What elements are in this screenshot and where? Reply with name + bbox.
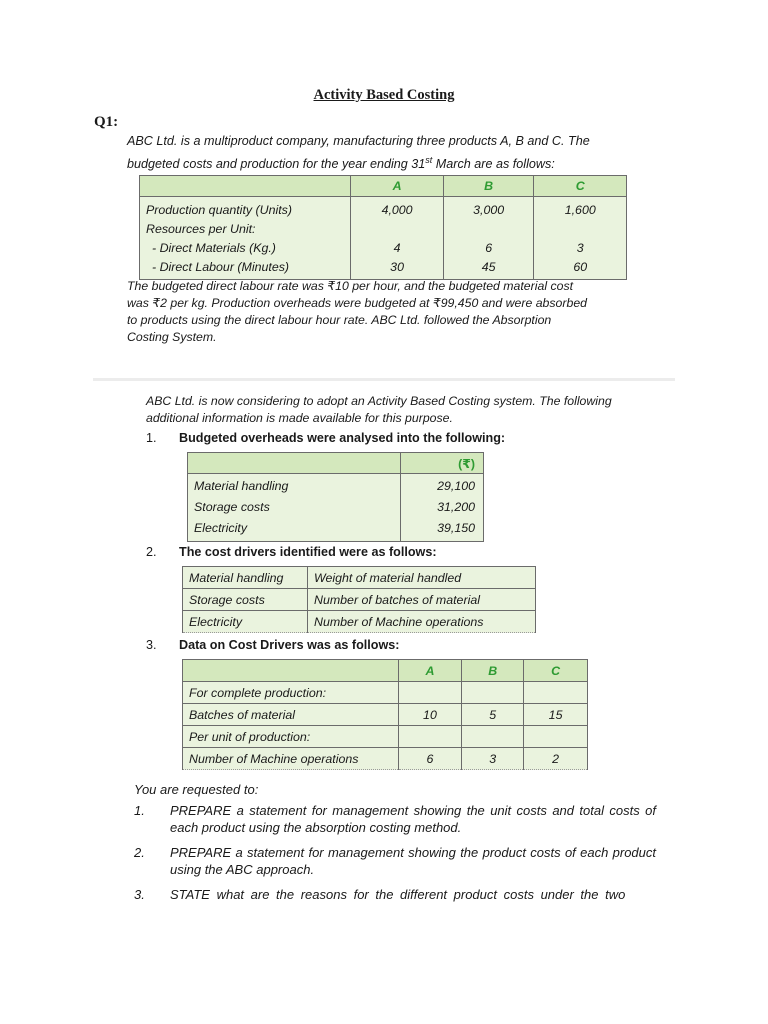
rates-line: Costing System. xyxy=(127,330,217,344)
cell: 10 xyxy=(398,704,462,726)
header-c: C xyxy=(534,176,627,197)
col-b xyxy=(443,197,534,280)
cell xyxy=(444,220,534,239)
cell: 45 xyxy=(481,260,496,274)
col-a xyxy=(351,197,444,280)
cell: 2 xyxy=(524,748,588,770)
item-number: 1. xyxy=(146,431,157,445)
cell: 30 xyxy=(390,260,404,274)
intro-line-2 xyxy=(127,151,627,174)
abc-line: ABC Ltd. is now considering to adopt an Activity Based Costing system. The following xyxy=(146,394,612,408)
driver-row xyxy=(183,589,536,611)
production-table xyxy=(139,175,627,280)
driver-activity: Electricity xyxy=(183,611,308,633)
driver-data-row xyxy=(183,748,588,770)
row-label: Batches of material xyxy=(183,704,399,726)
row-label: For complete production: xyxy=(183,682,399,704)
cell: 3,000 xyxy=(473,203,505,217)
item-number: 2. xyxy=(146,545,157,559)
cell: 60 xyxy=(573,260,588,274)
overhead-values xyxy=(401,474,484,542)
rates-line: to products using the direct labour hour rate. ABC Ltd. followed the Absorption xyxy=(127,313,552,327)
cell: 5 xyxy=(462,704,524,726)
overhead-label: Material handling xyxy=(194,479,289,493)
overhead-value: 39,150 xyxy=(437,521,475,535)
overheads-table xyxy=(187,452,484,542)
intro-line-2-text: budgeted costs and production for the year ending 31 xyxy=(127,157,426,172)
cell: 15 xyxy=(524,704,588,726)
requirement-number: 2. xyxy=(134,845,145,860)
item-number: 3. xyxy=(146,638,157,652)
driver-data-row xyxy=(183,682,588,704)
cell xyxy=(524,726,588,748)
driver-row xyxy=(183,611,536,633)
row-label: - Direct Labour (Minutes) xyxy=(152,260,290,274)
item-heading: Data on Cost Drivers was as follows: xyxy=(179,638,400,652)
requirement-3 xyxy=(134,886,664,903)
row-label: Per unit of production: xyxy=(183,726,399,748)
item-heading: Budgeted overheads were analysed into the following: xyxy=(179,431,506,445)
header-blank xyxy=(183,660,399,682)
item-heading: The cost drivers identified were as follows: xyxy=(179,545,437,559)
driver-name: Weight of material handled xyxy=(308,567,536,589)
requirement-number: 1. xyxy=(134,803,145,818)
rates-paragraph xyxy=(127,278,627,346)
intro-line-1: ABC Ltd. is a multiproduct company, manufacturing three products A, B and C. The xyxy=(127,134,590,148)
intro-superscript: st xyxy=(425,155,433,165)
page-title: Activity Based Costing xyxy=(313,87,455,103)
section-divider xyxy=(93,378,675,381)
cell xyxy=(524,682,588,704)
header-c: C xyxy=(524,660,588,682)
driver-name: Number of Machine operations xyxy=(308,611,536,633)
overhead-value: 29,100 xyxy=(437,479,475,493)
driver-row xyxy=(183,567,536,589)
overheads-header xyxy=(188,453,484,474)
header-b: B xyxy=(462,660,524,682)
cell xyxy=(462,726,524,748)
driver-name: Number of batches of material xyxy=(308,589,536,611)
cell: 1,600 xyxy=(564,203,596,217)
header-a: A xyxy=(351,176,444,197)
rates-line: was ₹2 per kg. Production overheads were budgeted at ₹99,450 and were absorbed xyxy=(127,296,587,310)
row-label: - Direct Materials (Kg.) xyxy=(152,241,276,255)
cell xyxy=(534,220,626,239)
requirement-number: 3. xyxy=(134,887,145,902)
cell xyxy=(398,682,462,704)
rates-line: The budgeted direct labour rate was ₹10 per hour, and the budgeted material cost xyxy=(127,279,574,293)
cell xyxy=(462,682,524,704)
requested-heading: You are requested to: xyxy=(134,782,259,797)
cell: 4 xyxy=(393,241,401,255)
driver-data-header xyxy=(183,660,588,682)
driver-data-row xyxy=(183,726,588,748)
header-b: B xyxy=(443,176,534,197)
cost-driver-data-table xyxy=(182,659,588,770)
requirement-text: PREPARE a statement for management showing the product costs of each product using the ABC approach. xyxy=(170,845,656,877)
cell: 6 xyxy=(485,241,493,255)
overhead-value: 31,200 xyxy=(437,500,475,514)
overheads-body xyxy=(188,474,484,542)
cell xyxy=(398,726,462,748)
overhead-label: Electricity xyxy=(194,521,248,535)
cell: 3 xyxy=(462,748,524,770)
abc-paragraph xyxy=(146,393,646,427)
currency-header: (₹) xyxy=(401,453,484,474)
header-a: A xyxy=(398,660,462,682)
driver-activity: Material handling xyxy=(183,567,308,589)
requirement-text: PREPARE a statement for management showing the unit costs and total costs of each product using the absorption costing method. xyxy=(170,803,656,835)
overhead-label: Storage costs xyxy=(194,500,270,514)
overhead-labels xyxy=(188,474,401,542)
driver-activity: Storage costs xyxy=(183,589,308,611)
cell xyxy=(351,220,443,239)
cell: 4,000 xyxy=(381,203,413,217)
header-blank xyxy=(140,176,351,197)
abc-line: additional information is made available for this purpose. xyxy=(146,411,453,425)
cell: 3 xyxy=(576,241,584,255)
row-labels xyxy=(140,197,351,280)
row-label: Number of Machine operations xyxy=(183,748,399,770)
intro-paragraph xyxy=(127,132,627,174)
production-table-header xyxy=(140,176,627,197)
col-c xyxy=(534,197,627,280)
question-label: Q1: xyxy=(94,114,119,130)
cell: 6 xyxy=(398,748,462,770)
cost-drivers-table xyxy=(182,566,536,633)
driver-data-row xyxy=(183,704,588,726)
intro-line-2-end: March are as follows: xyxy=(432,157,555,172)
overheads-header-blank xyxy=(188,453,401,474)
production-table-body xyxy=(140,197,627,280)
requirement-text: STATE what are the reasons for the different product costs under the two xyxy=(170,887,626,902)
row-label: Resources per Unit: xyxy=(146,222,256,236)
row-label: Production quantity (Units) xyxy=(146,203,293,217)
